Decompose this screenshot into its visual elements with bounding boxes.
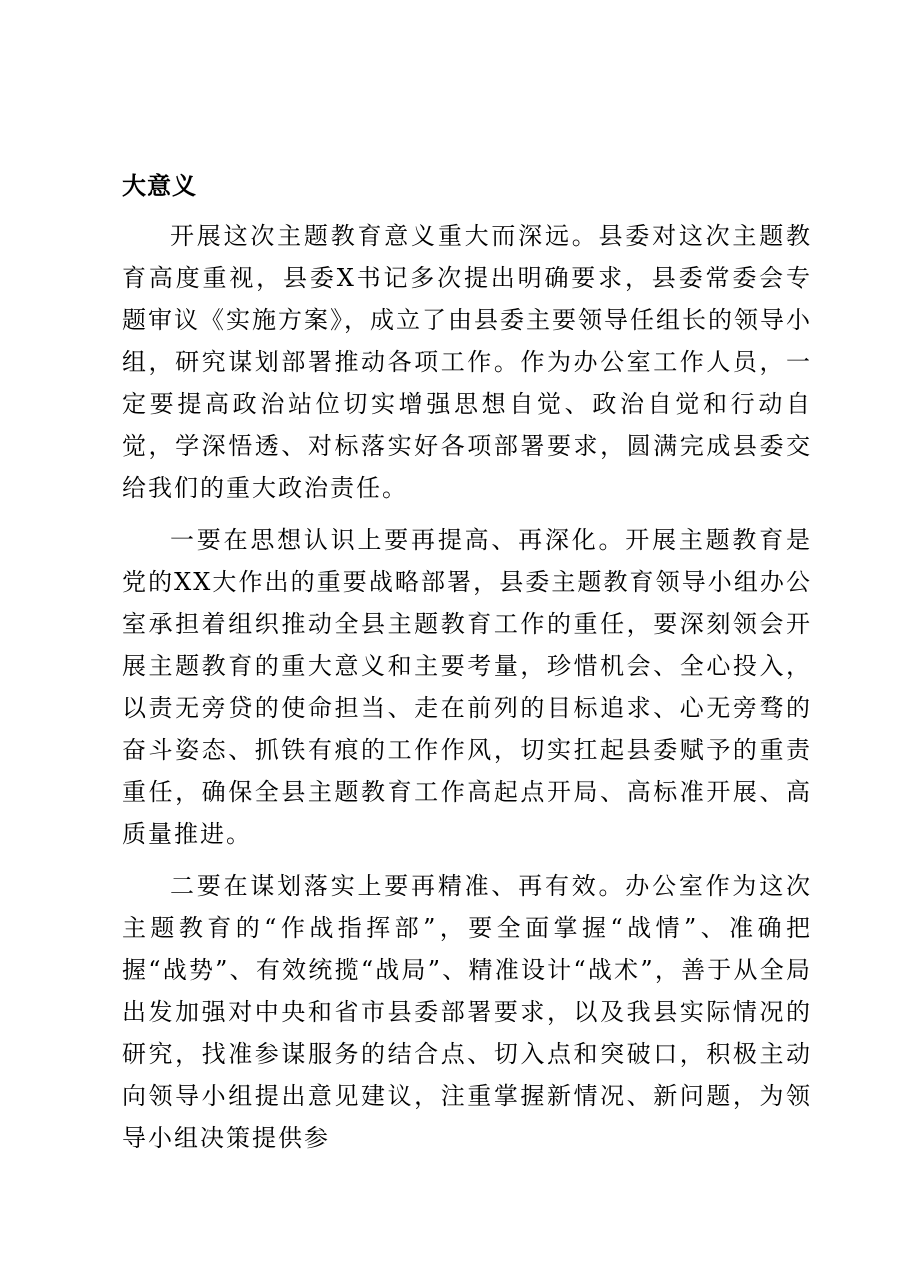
section-heading: 大意义 <box>122 172 197 200</box>
paragraph-1: 开展这次主题教育意义重大而深远。县委对这次主题教育高度重视，县委X书记多次提出明确要求，县委常委会专题审议《实施方案》，成立了由县委主要领导任组长的领导小组，研究谋划部署推动各项工作。作为办公室工作人员，一定要提高政治站位切实增强思想自觉、政治自觉和行动自觉，学深悟透、对标落实好各项部署要求，圆满完成县委交给我们的重大政治责任。 <box>122 222 812 502</box>
body-text <box>122 215 812 1159</box>
paragraph-2: 一要在思想认识上要再提高、再深化。开展主题教育是党的XX大作出的重要战略部署，县委主题教育领导小组办公室承担着组织推动全县主题教育工作的重任，要深刻领会开展主题教育的重大意义和主要考量，珍惜机会、全心投入，以责无旁贷的使命担当、走在前列的目标追求、心无旁骛的奋斗姿态、抓铁有痕的工作作风，切实扛起县委赋予的重责重任，确保全县主题教育工作高起点开局、高标准开展、高质量推进。 <box>122 526 812 848</box>
paragraph-3: 二要在谋划落实上要再精准、再有效。办公室作为这次主题教育的“作战指挥部”，要全面掌握“战情”、准确把握“战势”、有效统揽“战局”、精准设计“战术”，善于从全局出发加强对中央和省市县委部署要求，以及我县实际情况的研究，找准参谋服务的结合点、切入点和突破口，积极主动向领导小组提出意见建议，注重掌握新情况、新问题，为领导小组决策提供参 <box>122 872 812 1152</box>
